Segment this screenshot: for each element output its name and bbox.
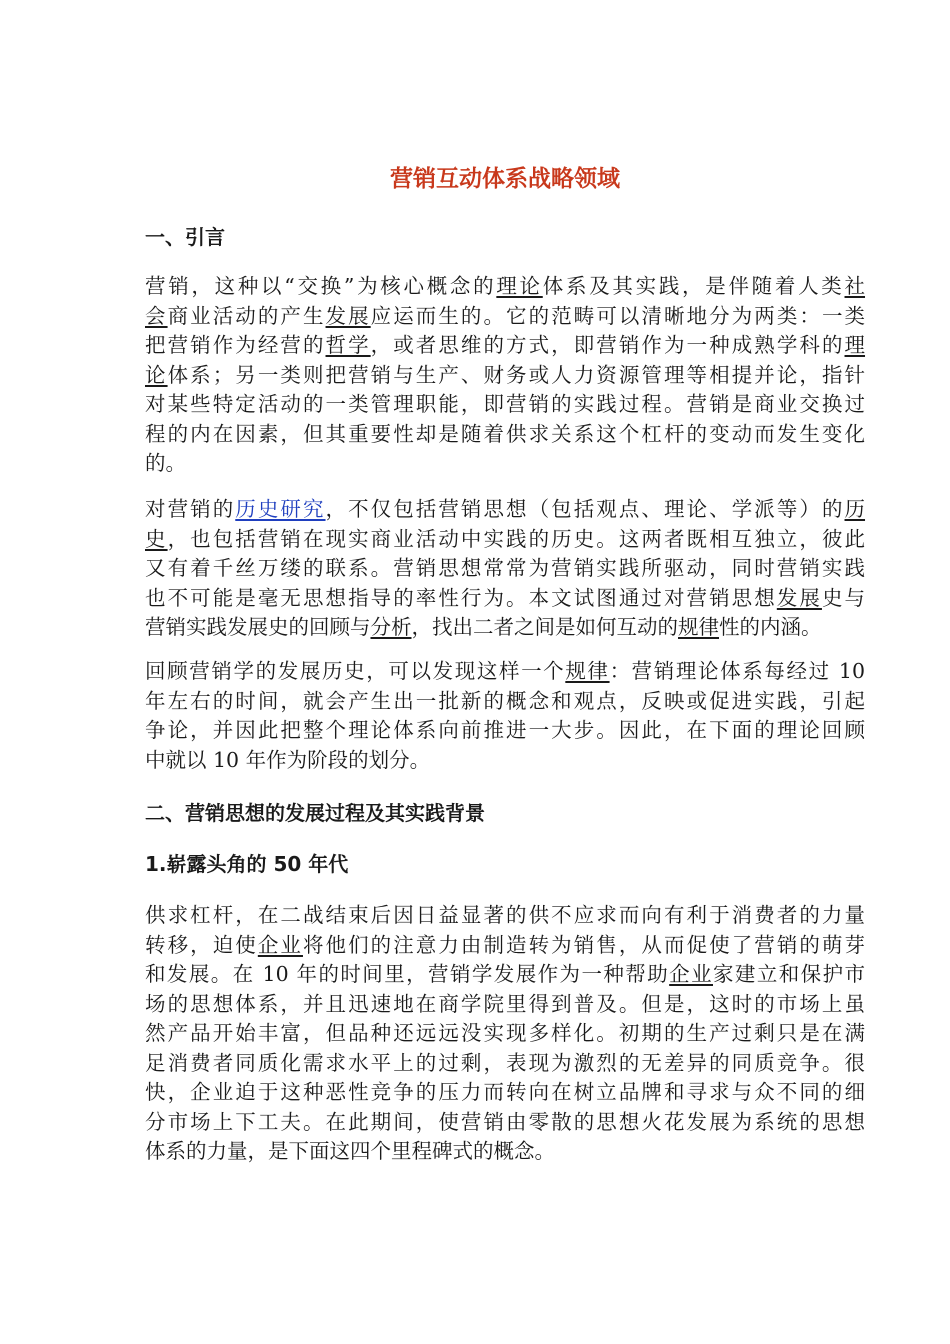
link-society-cont[interactable]: 会 (145, 303, 168, 328)
paragraph-line: 足消费者同质化需求水平上的过剩，表现为激烈的无差异的同质竞争。很 (145, 1050, 865, 1075)
paragraph-line: 和发展。在 10 年的时间里，营销学发展作为一种帮助企业家建立和保护市 (145, 962, 866, 986)
link-enterprise-2[interactable]: 企业 (669, 962, 713, 986)
link-history-cont[interactable]: 史 (145, 526, 168, 551)
link-society[interactable]: 社 (844, 274, 866, 298)
paragraph-line: 分市场上下工夫。在此期间，使营销由零散的思想火花发展为系统的思想 (145, 1109, 865, 1134)
paragraph-line: 也不可能是毫无思想指导的率性行为。本文试图通过对营销思想发展史与 (145, 585, 866, 610)
link-theory-2-cont[interactable]: 论 (145, 362, 168, 387)
paragraph-line: 史，也包括营销在现实商业活动中实践的历史。这两者既相互独立，彼此 (145, 526, 866, 551)
paragraph-line: 中就以 10 年作为阶段的划分。 (145, 747, 431, 772)
link-development[interactable]: 发展 (325, 303, 371, 328)
paragraph-3 (145, 657, 865, 775)
link-theory[interactable]: 理论 (496, 274, 543, 298)
paragraph-1 (145, 272, 865, 479)
link-development-2[interactable]: 发展 (776, 585, 822, 610)
paragraph-line: 年左右的时间，就会产生出一批新的概念和观点，反映或促进实践，引起 (145, 688, 865, 713)
document-title: 营销互动体系战略领域 (390, 166, 620, 192)
link-enterprise[interactable]: 企业 (257, 932, 303, 957)
link-philosophy[interactable]: 哲学 (325, 333, 371, 357)
link-analysis[interactable]: 分析 (370, 615, 412, 639)
link-history[interactable]: 历 (844, 497, 866, 521)
paragraph-line: 然产品开始丰富，但品种还远远没实现多样化。初期的生产过剩只是在满 (145, 1021, 865, 1045)
paragraph-line: 场的思想体系，并且迅速地在商学院里得到普及。但是，这时的市场上虽 (145, 991, 865, 1016)
paragraph-line: 争论，并因此把整个理论体系向前推进一大步。因此，在下面的理论回顾 (145, 718, 865, 742)
paragraph-line: 对某些特定活动的一类管理职能，即营销的实践过程。营销是商业交换过 (145, 392, 865, 416)
paragraph-line: 体系的力量，是下面这四个里程碑式的概念。 (145, 1139, 555, 1163)
link-theory-2[interactable]: 理 (844, 333, 866, 357)
paragraph-line: 把营销作为经营的哲学，或者思维的方式，即营销作为一种成熟学科的理 (145, 333, 866, 357)
section-heading-2: 二、营销思想的发展过程及其实践背景 (145, 801, 485, 825)
paragraph-line: 对营销的历史研究，不仅包括营销思想（包括观点、理论、学派等）的历 (145, 497, 866, 521)
link-law[interactable]: 规律 (678, 615, 719, 639)
paragraph-line: 会商业活动的产生发展应运而生的。它的范畴可以清晰地分为两类：一类 (145, 303, 866, 328)
paragraph-line: 又有着千丝万缕的联系。营销思想常常为营销实践所驱动，同时营销实践 (145, 556, 865, 580)
paragraph-2 (145, 495, 865, 643)
paragraph-line: 快，企业迫于这种恶性竞争的压力而转向在树立品牌和寻求与众不同的细 (145, 1080, 865, 1104)
paragraph-line: 论体系；另一类则把营销与生产、财务或人力资源管理等相提并论，指针 (145, 362, 866, 387)
paragraph-4 (145, 901, 865, 1167)
paragraph-line: 的。 (145, 451, 186, 475)
paragraph-line: 营销，这种以“交换”为核心概念的理论体系及其实践，是伴随着人类社 (145, 274, 866, 298)
paragraph-line: 营销实践发展史的回顾与分析，找出二者之间是如何互动的规律性的内涵。 (145, 615, 822, 639)
section-heading-intro: 一、引言 (145, 225, 225, 249)
paragraph-line: 供求杠杆，在二战结束后因日益显著的供不应求而向有利于消费者的力量 (145, 903, 865, 927)
link-history-research[interactable]: 历史研究 (235, 497, 326, 521)
paragraph-line: 回顾营销学的发展历史，可以发现这样一个规律：营销理论体系每经过 10 (145, 659, 866, 683)
paragraph-line: 转移，迫使企业将他们的注意力由制造转为销售，从而促使了营销的萌芽 (145, 932, 866, 957)
subsection-heading-1: 1.崭露头角的 50 年代 (145, 852, 349, 876)
link-law-2[interactable]: 规律 (565, 659, 610, 683)
paragraph-line: 程的内在因素，但其重要性却是随着供求关系这个杠杆的变动而发生变化 (145, 421, 865, 446)
